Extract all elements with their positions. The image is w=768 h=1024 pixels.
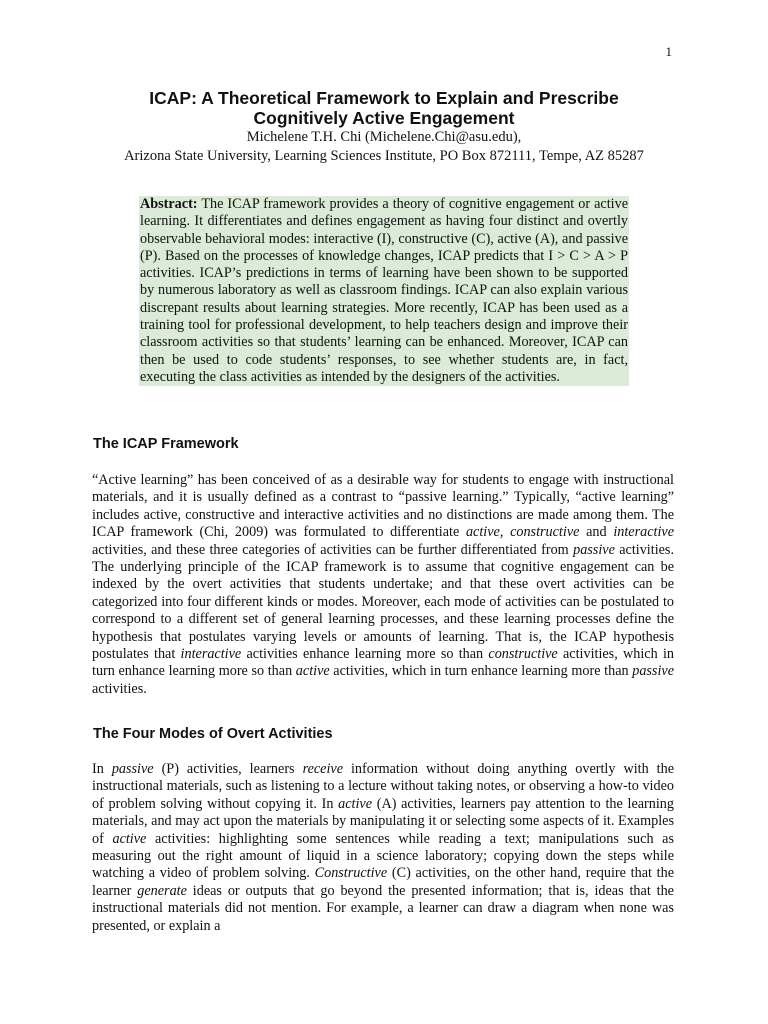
body-text: activities, which in turn enhance learning more than (329, 663, 633, 680)
affiliation-line: Arizona State University, Learning Sciences Institute, PO Box 872111, Tempe, AZ 85287 (124, 148, 644, 164)
section-heading-four-modes: The Four Modes of Overt Activities (93, 726, 333, 742)
italic-term: interactive (180, 646, 242, 663)
abstract-label: Abstract: (140, 196, 198, 212)
italic-term: active (112, 830, 147, 847)
author-line: Michelene T.H. Chi (Michelene.Chi@asu.edu), (246, 129, 522, 145)
italic-term: generate (137, 882, 187, 899)
abstract-block (139, 196, 629, 386)
italic-term: passive (632, 663, 674, 680)
italic-term: Constructive (314, 865, 388, 882)
section-heading-icap-framework: The ICAP Framework (93, 436, 239, 452)
italic-term: constructive (488, 646, 558, 663)
italic-term: passive (111, 761, 154, 777)
italic-term: active, constructive (465, 524, 580, 541)
italic-term: passive (573, 541, 615, 558)
body-text: “Active learning” has been conceived of as a desirable way for students to engage with instructional materials, and it is usually defined as a contrast to “passive learning.” Typically, “active learning” includes active, constructive and interactive activities and no distinctions are made among them. The ICAP framework (Chi, 2009) was formulated to differentiate (92, 472, 674, 541)
paper-title-line-2: Cognitively Active Engagement (253, 108, 515, 128)
body-text: (A) activities, learners pay attention to the learning materials, and may act upon the materials by manipulating it or selecting some aspects of it. Examples of (92, 795, 674, 847)
body-text: (P) activities, learners (153, 761, 303, 777)
body-text: In (92, 761, 112, 777)
body-text: activities. (92, 680, 147, 697)
page-number: 1 (665, 44, 672, 59)
italic-term: interactive (613, 524, 674, 541)
body-text: activities: highlighting some sentences while reading a text; manipulations such as measuring out the right amount of liquid in a science laboratory; copying down the steps while watching a video of problem solving. (92, 830, 674, 882)
body-text: and (579, 524, 614, 541)
paper-header (92, 88, 676, 166)
body-text: information without doing anything overtly with the instructional materials, such as listening to a lecture without taking notes, or observing a how-to video of problem solving without copying it. In (92, 761, 674, 812)
section-1-paragraph (92, 472, 674, 698)
body-text: activities. The underlying principle of the ICAP framework is to assume that cognitive engagement can be indexed by the overt activities that students undertake; and that these overt activities can be categorized into four different kinds or modes. Moreover, each mode of activities can be postulated to correspond to a different set of general learning processes, and these learning processes define the hypothesis that postulates varying levels or amounts of learning. That is, the ICAP hypothesis postulates that (92, 541, 675, 663)
italic-term: active (295, 663, 330, 680)
italic-term: active (338, 795, 373, 812)
body-text: activities, and these three categories of activities can be further differentiated from (92, 541, 574, 558)
section-2-paragraph (92, 761, 674, 935)
body-text: activities enhance learning more so than (241, 646, 489, 663)
italic-term: receive (302, 761, 343, 777)
paper-title-line-1: ICAP: A Theoretical Framework to Explain and Prescribe (149, 88, 619, 108)
body-text: (C) activities, on the other hand, require that the learner (92, 865, 674, 899)
body-text: activities, which in turn enhance learning more so than (92, 646, 674, 680)
body-text: ideas or outputs that go beyond the presented information; that is, ideas that the instructional materials did not mention. For example, a learner can draw a diagram when none was presented, or explain a (92, 882, 674, 934)
abstract-text: The ICAP framework provides a theory of cognitive engagement or active learning. It differentiates and defines engagement as having four distinct and overtly observable behavioral modes: interactive (I), constructive (C), active (A), and passive (P). Based on the processes of knowledge changes, ICAP predicts that I > C > A > P activities. ICAP’s predictions in terms of learning have been shown to be supported by numerous laboratory as well as classroom findings. ICAP can also explain various discrepant results about learning strategies. More recently, ICAP has been used as a training tool for professional development, to help teachers design and improve their classroom activities so that students’ learning can be enhanced. Moreover, ICAP can then be used to code students’ responses, to see whether students are, in fact, executing the class activities as intended by the designers of the activities. (140, 196, 628, 385)
